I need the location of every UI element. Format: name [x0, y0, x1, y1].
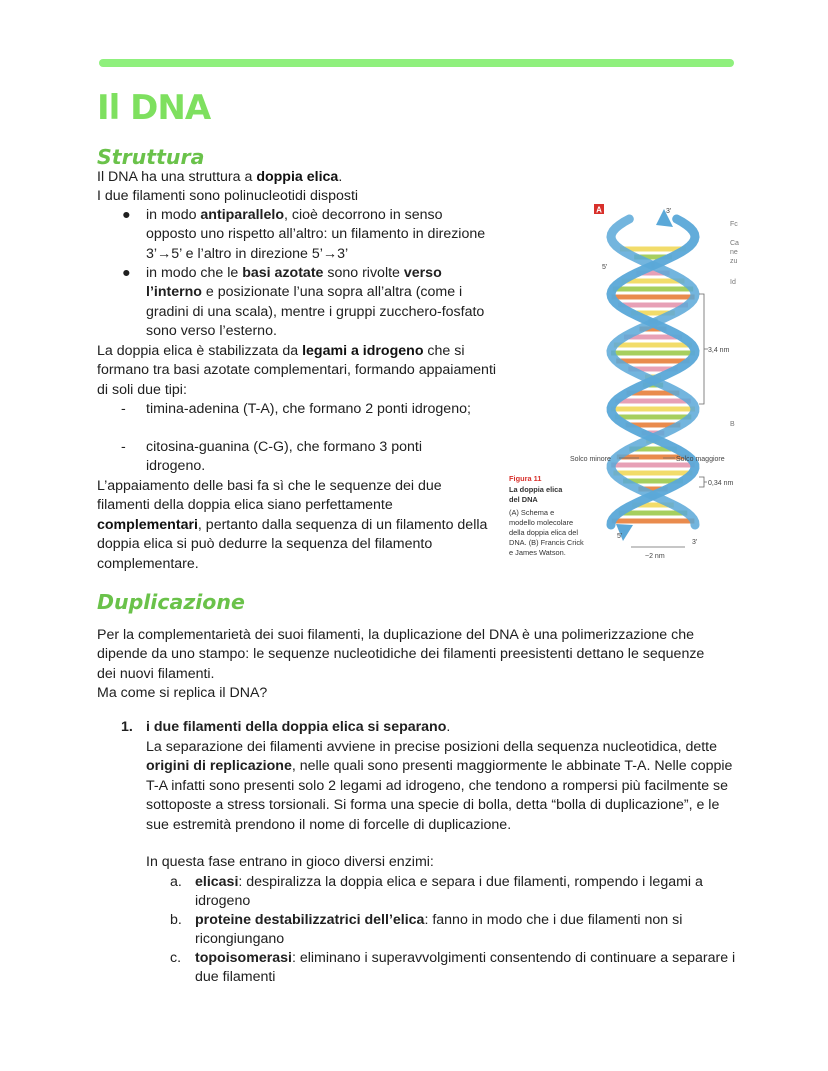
dna-helix-illustration: [503, 197, 739, 569]
base-pair-rung: [615, 399, 691, 404]
page-title: Il DNA: [97, 88, 211, 128]
list-item-basi-azotate: in modo che le basi azotate sono rivolte verso l’interno e posizionate l’una sopra all’altra (come i gradini di una scala), mentre i gruppi zucchero-fosfato sono verso l’esterno.: [146, 265, 485, 340]
label-3-bottom: 3': [692, 539, 698, 546]
cropped-label: Ca: [730, 240, 739, 247]
label-5-top: 5': [602, 264, 608, 271]
base-pair-rung: [616, 359, 690, 364]
base-pair-rung: [613, 471, 692, 476]
base-pair-rung: [614, 343, 692, 348]
cropped-label: Id: [730, 279, 736, 286]
caption-line: della doppia elica del: [509, 528, 579, 537]
caption-title: Figura 11: [509, 474, 542, 483]
caption-line: e James Watson.: [509, 548, 566, 557]
sub-item-marker: b.: [170, 912, 182, 928]
base-pair-rung: [615, 415, 692, 420]
label-solco-maggiore: Solco maggiore: [676, 456, 725, 463]
section-heading-struttura: Struttura: [97, 145, 205, 169]
base-pair-rung: [612, 295, 695, 300]
section-heading-duplicazione: Duplicazione: [97, 590, 245, 614]
base-pair-rung: [611, 351, 695, 356]
header-accent-bar: [99, 59, 734, 67]
label-5-bottom: 5': [617, 533, 623, 540]
dim-3-4-nm: 3,4 nm: [708, 347, 730, 354]
label-solco-minore: Solco minore: [570, 456, 611, 463]
cropped-label: zu: [730, 258, 738, 265]
caption-line: (A) Schema e: [509, 508, 555, 517]
list-item-timina-adenina: timina-adenina (T-A), che formano 2 ponti idrogeno;: [146, 401, 471, 417]
enzyme-elicasi: elicasi: despiralizza la doppia elica e separa i due filamenti, rompendo i legami a idrogeno: [195, 874, 703, 910]
caption-subtitle-2: del DNA: [509, 495, 538, 504]
caption-line: modello molecolare: [509, 518, 574, 527]
dash-marker: -: [121, 439, 126, 455]
cropped-label: ne: [730, 249, 738, 256]
struttura-intro: Il DNA ha una struttura a doppia elica.: [97, 169, 343, 185]
duplicazione-question: Ma come si replica il DNA?: [97, 685, 268, 701]
cropped-label: B: [730, 421, 735, 428]
bracket-0-34-nm: [699, 477, 707, 487]
base-pair-rung: [611, 407, 695, 412]
step-enzymes-intro: In questa fase entrano in gioco diversi enzimi:: [146, 854, 434, 870]
dna-double-helix-figure: [503, 197, 739, 569]
list-item-citosina-guanina: citosina-guanina (C-G), che formano 3 ponti idrogeno.: [146, 439, 423, 475]
enzyme-topoisomerasi: topoisomerasi: eliminano i superavvolgimenti consentendo di continuare a separare i due filamenti: [195, 950, 736, 986]
bracket-3-4-nm: [699, 294, 708, 404]
list-item-antiparallelo: in modo antiparallelo, cioè decorrono in senso opposto uno rispetto all’altro: un filamento in direzione 3’→5’ e l’altro in direzione 5’→3’: [146, 207, 486, 262]
step-body: La separazione dei filamenti avviene in precise posizioni della sequenza nucleotidica, dette origini di replicazione, nelle quali sono presenti maggiormente le abbinate T-A. Nelle coppie T-A infatti sono presenti solo 2 legami ad idrogeno, che tendono a rompersi più facilmente se sottoposte a stress torsionali. Si forma una specie di bolla, detta “bolla di duplicazione”, e le sue estremità prendono il nome di forcelle di duplicazione.: [146, 739, 733, 833]
cropped-label: Fc: [730, 221, 738, 228]
struttura-filamenti: I due filamenti sono polinucleotidi disposti: [97, 188, 359, 204]
caption-subtitle-1: La doppia elica: [509, 485, 563, 494]
step-title: i due filamenti della doppia elica si separano.: [146, 719, 451, 735]
figure-caption: [509, 474, 584, 557]
base-pair-rung: [611, 463, 695, 468]
label-3-top: 3': [666, 208, 672, 215]
sub-item-marker: c.: [170, 950, 182, 966]
sub-item-marker: a.: [170, 874, 182, 890]
dash-marker: -: [121, 401, 126, 417]
duplicazione-intro: Per la complementarietà dei suoi filamenti, la duplicazione del DNA è una polimerizzazione che dipende da uno stampo: le sequenze nucleotidiche dei filamenti preesistenti dettano le sequenze dei nuovi filamenti.: [97, 627, 705, 682]
base-pair-rung: [612, 519, 695, 524]
caption-line: DNA. (B) Francis Crick: [509, 538, 584, 547]
step-number: 1.: [121, 719, 133, 735]
base-pair-rung: [613, 287, 694, 292]
dim-0-34-nm: 0,34 nm: [708, 480, 734, 487]
dim-2-nm: ~2 nm: [645, 553, 665, 560]
panel-label: A: [596, 205, 602, 215]
bullet-icon: ●: [122, 207, 131, 223]
struttura-legami: La doppia elica è stabilizzata da legami a idrogeno che si formano tra basi azotate complementari, formando appaiamenti di soli due tipi:: [97, 343, 497, 398]
enzyme-proteine-destabilizzatrici: proteine destabilizzatrici dell’elica: fanno in modo che i due filamenti non si ricongiungano: [195, 912, 683, 948]
struttura-complementari: L’appaiamento delle basi fa sì che le sequenze dei due filamenti della doppia elica siano perfettamente complementari, pertanto dalla sequenza di un filamento della doppia elica si può dedurre la sequenza del filamento complementare.: [97, 478, 488, 572]
bullet-icon: ●: [122, 265, 131, 281]
